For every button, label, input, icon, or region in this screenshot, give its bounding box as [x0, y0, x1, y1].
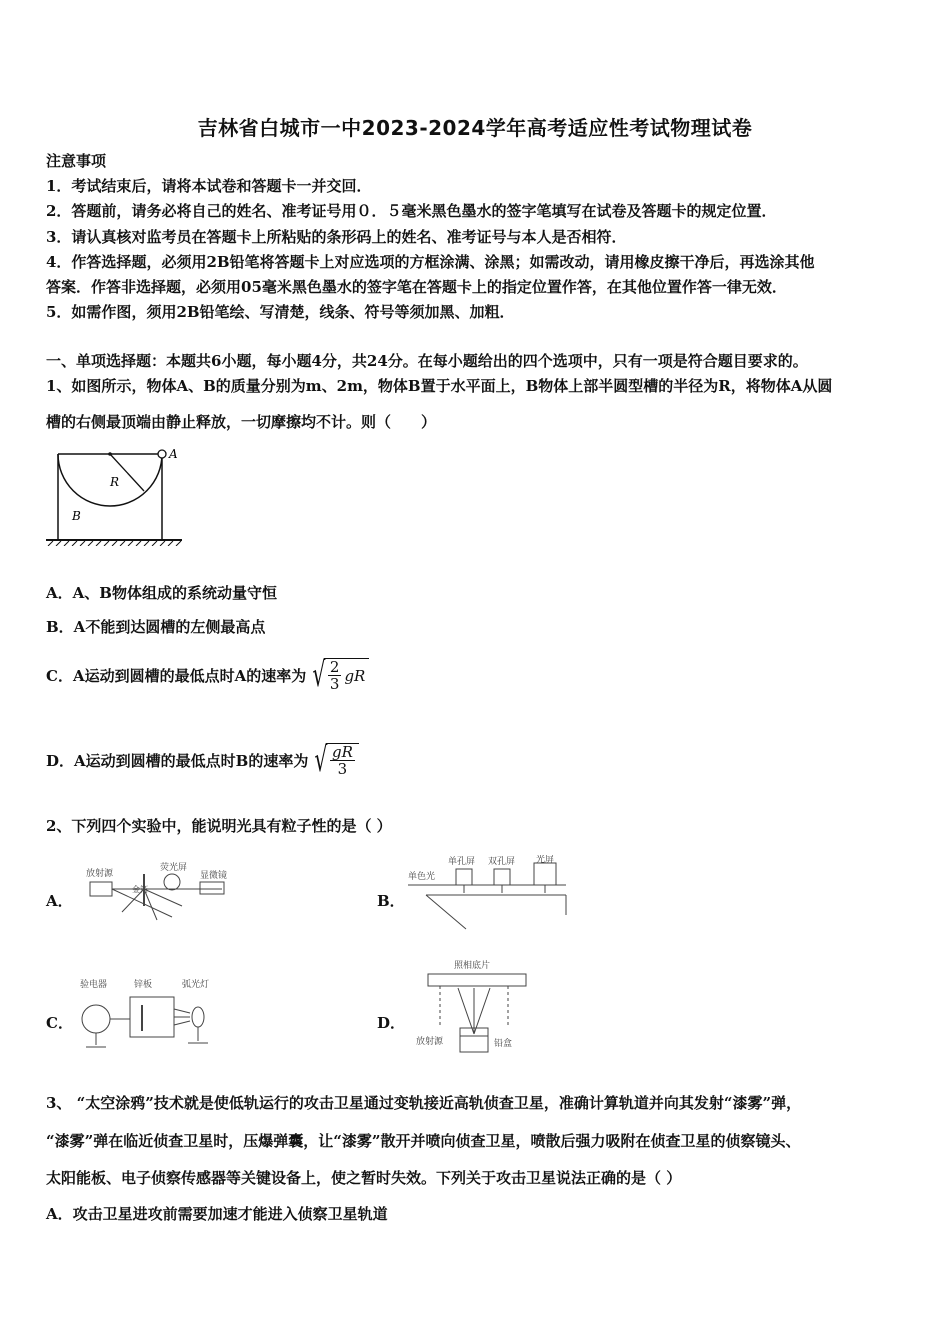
- q1-option-c-text: C．A运动到圆槽的最低点时A的速率为: [46, 666, 307, 685]
- q2-option-c[interactable]: C．: [46, 1014, 73, 1032]
- formula-d-num: gR: [332, 743, 353, 761]
- label-r: R: [110, 475, 120, 489]
- q1-stem: 1、如图所示，物体A、B的质量分别为m、2m，物体B置于水平面上，B物体上部半圆型槽的半径为R，将物体A从圆: [46, 377, 833, 395]
- sqrt-formula-d: √ $\frac{gR}{3}$: [310, 743, 359, 777]
- figb-label2: 单孔屏: [448, 857, 476, 867]
- figb-label3: 双孔屏: [488, 857, 516, 867]
- figa-label2: 荧光屏: [160, 863, 188, 873]
- page-title: 吉林省白城市一中2023-2024学年高考适应性考试物理试卷: [197, 116, 753, 140]
- q3-stem: 3、 “太空涂鸦”技术就是使低轨运行的攻击卫星通过变轨接近高轨侦查卫星，准确计算轨道并向其发射“漆雾”弹，: [46, 1094, 802, 1112]
- notice-item: 3．请认真核对监考员在答题卡上所粘贴的条形码上的姓名、准考证号与本人是否相符．: [46, 228, 627, 246]
- q2-figure-c: [72, 975, 232, 1055]
- q2-option-a[interactable]: A．: [46, 892, 73, 910]
- notice-item: 1．考试结束后，请将本试卷和答题卡一并交回．: [46, 177, 372, 195]
- section-heading: 一、单项选择题：本题共6小题，每小题4分，共24分。在每小题给出的四个选项中，只有一项是符合题目要求的。: [46, 352, 808, 370]
- label-a: A: [169, 447, 178, 461]
- figc-label1: 验电器: [80, 980, 108, 990]
- q2-option-b[interactable]: B．: [377, 892, 405, 910]
- notice-item: 4．作答选择题，必须用2B铅笔将答题卡上对应选项的方框涂满、涂黑；如需改动，请用橡皮擦干净后，再选涂其他: [46, 253, 815, 271]
- q1-figure: [44, 446, 184, 546]
- q2-figure-d: [414, 958, 534, 1058]
- sqrt-formula-c: √ $\frac{2}{3}$ gR: [308, 658, 369, 692]
- q3-option-a[interactable]: A．攻击卫星进攻前需要加速才能进入侦察卫星轨道: [46, 1205, 388, 1223]
- notice-item: 5．如需作图，须用2B铅笔绘、写清楚，线条、符号等须加黑、加粗．: [46, 303, 515, 321]
- q1-option-a[interactable]: A．A、B物体组成的系统动量守恒: [46, 584, 277, 602]
- figa-label1: 放射源: [86, 869, 114, 879]
- notice-item: 答案．作答非选择题，必须用05毫米黑色墨水的签字笔在答题卡上的指定位置作答，在其他位置作答一律无效．: [46, 278, 787, 296]
- formula-c-tail: gR: [344, 666, 366, 685]
- q2-figure-a: [82, 862, 232, 932]
- figa-label3: 显微镜: [200, 871, 228, 881]
- q2-option-d[interactable]: D．: [377, 1014, 406, 1032]
- q3-stem: 太阳能板、电子侦察传感器等关键设备上，使之暂时失效。下列关于攻击卫星说法正确的是（ ）: [46, 1169, 682, 1187]
- figc-label2: 锌板: [134, 980, 153, 990]
- q1-option-b[interactable]: B．A不能到达圆槽的左侧最高点: [46, 618, 266, 636]
- figc-label3: 弧光灯: [182, 980, 210, 990]
- notice-item: 2．答题前，请务必将自己的姓名、准考证号用０．５毫米黑色墨水的签字笔填写在试卷及答题卡的规定位置．: [46, 202, 777, 220]
- formula-c-num: 2: [329, 658, 340, 676]
- q1-stem: 槽的右侧最顶端由静止释放，一切摩擦均不计。则（ ）: [46, 413, 437, 431]
- q3-stem: “漆雾”弹在临近侦查卫星时，压爆弹囊，让“漆雾”散开并喷向侦查卫星，喷散后强力吸附在侦查卫星的侦察镜头、: [46, 1132, 801, 1150]
- q2-figure-b: [406, 855, 568, 933]
- q1-option-c[interactable]: [46, 650, 369, 700]
- q1-option-d[interactable]: [46, 735, 359, 785]
- figb-label4: 光屏: [536, 855, 555, 865]
- figd-label1: 照相底片: [454, 961, 491, 971]
- formula-d-den: 3: [337, 760, 348, 778]
- q1-option-d-text: D．A运动到圆槽的最低点时B的速率为: [46, 751, 309, 770]
- figb-label1: 单色光: [408, 872, 436, 882]
- figd-label3: 铅盒: [494, 1039, 513, 1049]
- formula-c-den: 3: [329, 675, 340, 693]
- notice-heading: 注意事项: [46, 152, 107, 170]
- figd-label2: 放射源: [416, 1037, 444, 1047]
- figa-label4: 金箔: [132, 885, 148, 894]
- q2-stem: 2、下列四个实验中，能说明光具有粒子性的是（ ）: [46, 817, 392, 835]
- label-b: B: [72, 509, 81, 523]
